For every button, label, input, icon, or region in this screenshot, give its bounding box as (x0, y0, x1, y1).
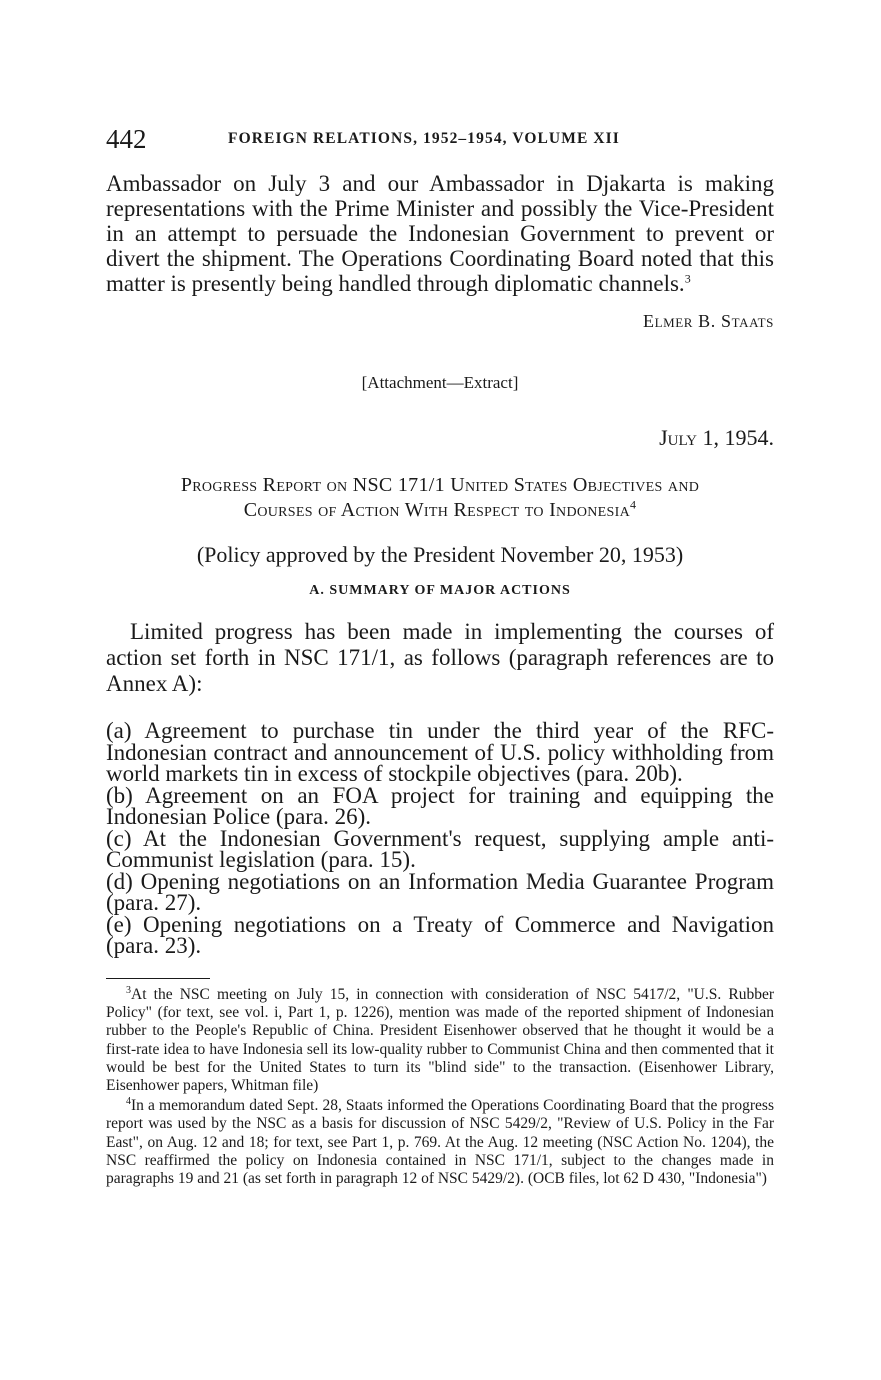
footnote-marker-4: 4 (126, 1096, 131, 1108)
footnote-4-text: In a memorandum dated Sept. 28, Staats informed the Operations Coordinating Board that the progress report was used by the NSC as a basis for discussion of NSC 5429/2, "Review of U.S. Policy in the Far East", on Aug. 12 and 18; for text, see Part 1, p. 769. At the Aug. 12 meeting (NSC Action No. 1204), the NSC reaffirmed the policy on Indonesia contained in NSC 171/1, subject to the changes made in paragraphs 19 and 21 (as set forth in paragraph 12 of NSC 5429/2). (OCB files, lot 62 D 430, "Indonesia") (106, 1097, 774, 1188)
report-title-line-2-wrap (106, 498, 774, 523)
action-item-d: (d) Opening negotiations on an Information Media Guarantee Program (para. 27). (106, 868, 774, 915)
action-item-c: (c) At the Indonesian Government's request, supplying ample anti-Communist legislation (para. 15). (106, 825, 774, 872)
running-head (106, 118, 774, 158)
footnote-ref-4[interactable]: 4 (630, 497, 637, 512)
footnote-ref-3[interactable]: 3 (684, 271, 691, 286)
signature: Elmer B. Staats (642, 311, 774, 331)
actions-list (106, 720, 774, 957)
policy-approval-line: (Policy approved by the President November 20, 1953) (196, 542, 684, 567)
footnote-divider (106, 978, 210, 980)
running-head-title: FOREIGN RELATIONS, 1952–1954, VOLUME XII (228, 130, 620, 147)
opening-paragraph (106, 171, 774, 296)
footnote-marker-3: 3 (126, 984, 131, 996)
page-number: 442 (106, 124, 147, 154)
action-item-a: (a) Agreement to purchase tin under the third year of the RFC-Indonesian contract and announcement of U.S. policy withholding from world markets tin in excess of stockpile objectives (para. 20b). (106, 718, 774, 786)
footnote-4 (106, 1097, 774, 1188)
attachment-label: [Attachment—Extract] (361, 373, 519, 392)
action-item-b: (b) Agreement on an FOA project for training and equipping the Indonesian Police (para. 26). (106, 782, 774, 829)
action-item-e: (e) Opening negotiations on a Treaty of Commerce and Navigation (para. 23). (106, 911, 774, 958)
section-heading: A. SUMMARY OF MAJOR ACTIONS (309, 583, 571, 598)
document-page (106, 118, 774, 1188)
opening-paragraph-text: Ambassador on July 3 and our Ambassador in Djakarta is making representations with the Prime Minister and possibly the Vice-President in an attempt to persuade the Indonesian Government to prevent or divert the shipment. The Operations Coordinating Board noted that this matter is presently being handled through diplomatic channels. (106, 171, 774, 296)
footnote-3-text: At the NSC meeting on July 15, in connection with consideration of NSC 5417/2, "U.S. Rubber Policy" (for text, see vol. i, Part 1, p. 1226), mention was made of the reported shipment of Indonesian rubber to the People's Republic of China. President Eisenhower observed that he thought it would be a first-rate idea to have Indonesia sell its low-quality rubber to Communist China and then commented that it would be best for the United States to turn its "blind side" to the transaction. (Eisenhower Library, Eisenhower papers, Whitman file) (106, 986, 774, 1095)
report-title-line-1: Progress Report on NSC 171/1 United States Objectives and (180, 474, 700, 496)
footnote-3 (106, 986, 774, 1095)
report-title (106, 473, 774, 523)
intro-paragraph: Limited progress has been made in implementing the courses of action set forth in NSC 171/1, as follows (paragraph references are to Annex A): (106, 619, 774, 696)
report-title-line-2: Courses of Action With Respect to Indonesia (243, 499, 630, 521)
report-date: July 1, 1954. (659, 425, 774, 450)
